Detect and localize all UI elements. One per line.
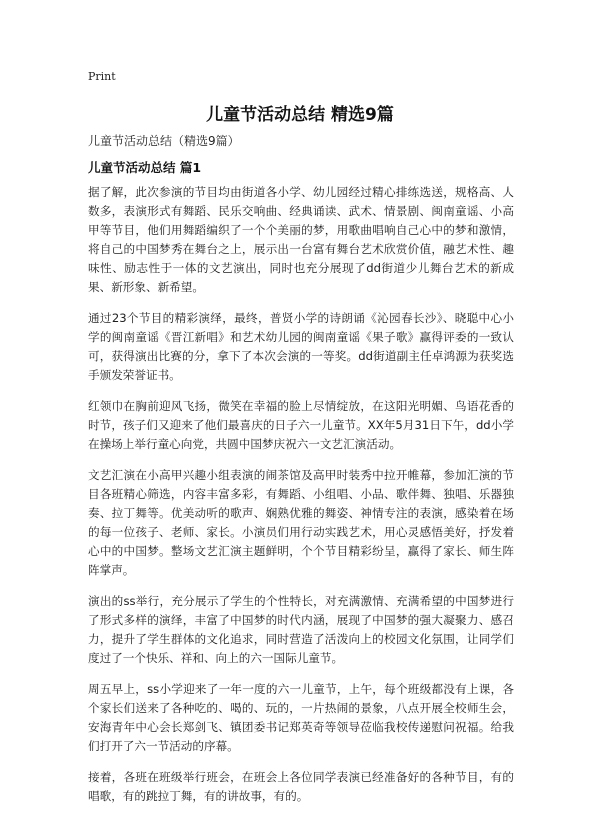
document-subtitle: 儿童节活动总结（精选9篇）: [88, 134, 240, 148]
page-title: 儿童节活动总结 精选9篇: [206, 105, 394, 125]
paragraph: 接着，各班在班级举行班会，在班会上各位同学表演已经准备好的各种节目，有的唱歌，有的跳拉丁舞，有的讲故事，有的。: [88, 770, 514, 803]
paragraph: 文艺汇演在小高甲兴趣小组表演的闹茶馆及高甲时装秀中拉开帷幕，参加汇演的节目各班精心筛选，内容丰富多彩，有舞蹈、小组唱、小品、歌伴舞、独唱、乐器独奏、拉丁舞等。优美动听的歌声、娴熟优雅的舞姿、神情专注的表演，感染着在场的每一位孩子、老师、家长。小演员们用行动实践艺术，用心灵感悟美好，抒发着心中的中国梦。整场文艺汇演主题鲜明，个个节目精彩纷呈，赢得了家长、师生阵阵掌声。: [88, 468, 514, 577]
paragraph: 演出的ss举行，充分展示了学生的个性特长，对充满激情、充满希望的中国梦进行了形式多样的演绎，丰富了中国梦的时代内涵，展现了中国梦的强大凝聚力、感召力，提升了学生群体的文化追求，同时营造了活泼向上的校园文化氛围，让同学们度过了一个快乐、祥和、向上的六一国际儿童节。: [88, 594, 514, 665]
article-body: [88, 183, 514, 818]
paragraph: 红领巾在胸前迎风飞扬，微笑在幸福的脸上尽情绽放，在这阳光明媚、鸟语花香的时节，孩子们又迎来了他们最喜庆的日子六一儿童节。XX年5月31日下午，dd小学在操场上举行童心向党，共圆中国梦庆祝六一文艺汇演活动。: [88, 399, 514, 451]
paragraph: 据了解，此次参演的节目均由街道各小学、幼儿园经过精心排练选送，规格高、人数多，表演形式有舞蹈、民乐交响曲、经典诵读、武术、情景剧、闽南童谣、小高甲等节目，他们用舞蹈编织了一个个美丽的梦，用歌曲唱响自己心中的梦和激情，将自己的中国梦秀在舞台之上，展示出一台富有舞台艺术欣赏价值，融艺术性、趣味性、励志性于一体的文艺演出，同时也充分展现了dd街道少儿舞台艺术的新成果、新形象、新希望。: [88, 185, 514, 294]
paragraph: 周五早上，ss小学迎来了一年一度的六一儿童节，上午，每个班级都没有上课，各个家长们送来了各种吃的、喝的、玩的，一片热闹的景象，八点开展全校师生会，安海青年中心会长郑剑飞、镇团委书记郑英奇等领导莅临我校传递慰问祝福。给我们打开了六一节活动的序幕。: [88, 682, 514, 753]
paragraph: 通过23个节目的精彩演绎，最终，普贤小学的诗朗诵《沁园春长沙》、晓聪中心小学的闽南童谣《晋江新唱》和艺术幼儿园的闽南童谣《果子歌》赢得评委的一致认可，获得演出比赛的分，拿下了本次会演的一等奖。dd街道副主任卓鸿源为获奖选手颁发荣誉证书。: [88, 311, 514, 382]
section-heading: 儿童节活动总结 篇1: [88, 160, 202, 175]
print-label[interactable]: Print: [88, 70, 116, 83]
